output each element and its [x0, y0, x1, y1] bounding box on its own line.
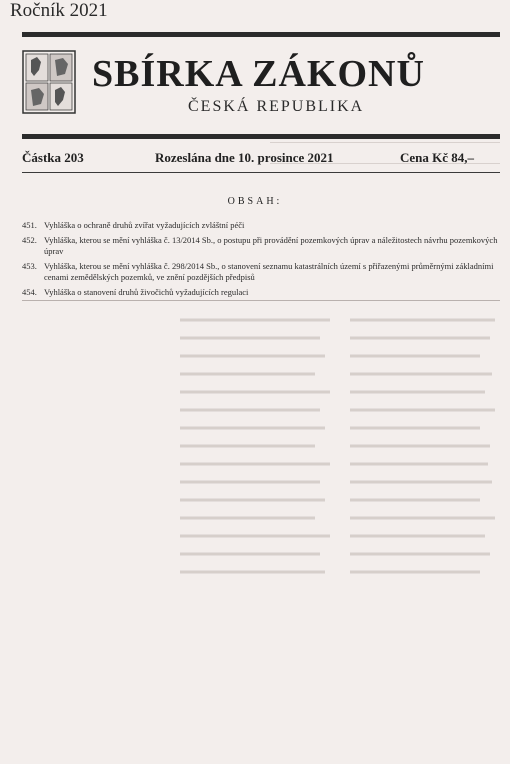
- entry-number: 452.: [22, 235, 37, 245]
- contents-list: [22, 220, 500, 302]
- coat-of-arms-icon: [22, 50, 76, 114]
- volume-year: Ročník 2021: [10, 0, 108, 21]
- list-item: [22, 261, 500, 283]
- header-rule: [22, 134, 500, 139]
- entry-title: Vyhláška o ochraně druhů zvířat vyžadujících zvláštní péči: [44, 220, 245, 230]
- list-item: [22, 235, 500, 257]
- entry-number: 451.: [22, 220, 37, 230]
- issue-price: Cena Kč 84,–: [400, 150, 475, 165]
- show-through-block: [120, 310, 500, 600]
- contents-rule: [22, 300, 500, 301]
- entry-title: Vyhláška o stanovení druhů živočichů vyžadujících regulaci: [44, 287, 249, 297]
- entry-title: Vyhláška, kterou se mění vyhláška č. 298/2014 Sb., o stanovení seznamu katastrálních území s přiřazenými průměrnými základními cenami zemědělských pozemků, ve znění pozdějších předpisů: [44, 261, 494, 282]
- country-name: ČESKÁ REPUBLIKA: [188, 98, 365, 115]
- entry-number: 454.: [22, 287, 37, 297]
- top-rule: [22, 32, 500, 37]
- issue-number: Částka 203: [22, 150, 84, 165]
- show-through-lines: [120, 310, 500, 600]
- contents-heading: OBSAH:: [227, 196, 283, 207]
- publication-date: Rozeslána dne 10. prosince 2021: [155, 150, 334, 165]
- meta-rule: [22, 172, 500, 173]
- list-item: [22, 220, 500, 231]
- list-item: [22, 287, 500, 298]
- entry-title: Vyhláška, kterou se mění vyhláška č. 13/2014 Sb., o postupu při provádění pozemkových úprav a náležitostech návrhu pozemkových úprav: [44, 235, 498, 256]
- entry-number: 453.: [22, 261, 37, 271]
- publication-title: SBÍRKA ZÁKONŮ: [92, 53, 425, 95]
